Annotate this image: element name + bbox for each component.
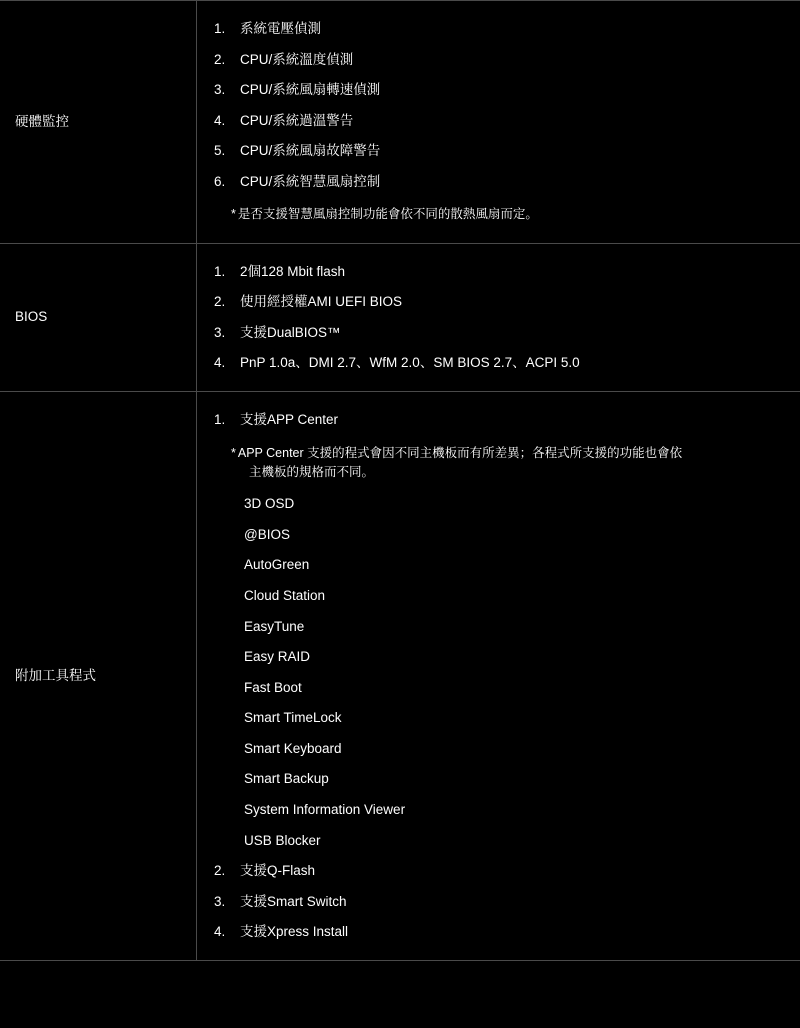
row-label-utilities: 附加工具程式 <box>0 392 197 961</box>
footnote-text: APP Center 支援的程式會因不同主機板而有所差異；各程式所支援的功能也會依 <box>237 445 683 460</box>
list-item: CPU/系統過溫警告 <box>240 112 354 128</box>
list-item: 2個128 Mbit flash <box>240 263 346 279</box>
table-row-utilities <box>0 392 800 961</box>
list-item: Easy RAID <box>244 649 311 665</box>
list-item: System Information Viewer <box>244 801 406 817</box>
list-item: 支援Xpress Install <box>240 924 349 940</box>
feature-list-bios <box>197 262 786 373</box>
list-item: 支援DualBIOS™ <box>240 324 341 340</box>
list-item: PnP 1.0a、DMI 2.7、WfM 2.0、SM BIOS 2.7、ACPI 5.0 <box>240 355 580 371</box>
list-item: Smart Backup <box>244 771 329 787</box>
list-item: CPU/系統溫度偵測 <box>240 51 354 67</box>
footnote-text: 是否支援智慧風扇控制功能會依不同的散熱風扇而定。 <box>237 207 538 222</box>
row-content-bios <box>197 243 800 391</box>
list-item: EasyTune <box>244 618 305 634</box>
list-item: 支援Q-Flash <box>240 863 316 879</box>
feature-list-utilities <box>197 410 786 942</box>
list-item <box>197 410 786 850</box>
row-content-utilities <box>197 392 800 961</box>
list-item: 系統電壓偵測 <box>240 21 321 36</box>
list-item: USB Blocker <box>244 832 321 848</box>
asterisk-symbol: * <box>231 207 236 222</box>
list-item: Smart TimeLock <box>244 710 342 726</box>
footnote-utilities <box>231 444 786 483</box>
footnote-hardware-monitor <box>197 205 786 224</box>
list-item: 支援Smart Switch <box>240 893 347 909</box>
list-item: CPU/系統風扇轉速偵測 <box>240 82 381 98</box>
list-item: @BIOS <box>244 526 290 542</box>
list-item-label: 支援APP Center <box>240 412 339 427</box>
utilities-detail-block <box>231 444 786 851</box>
footnote-text-line2: 主機板的規格而不同。 <box>249 464 375 479</box>
list-item: AutoGreen <box>244 557 310 573</box>
list-item: CPU/系統智慧風扇控制 <box>240 173 381 189</box>
feature-list-hardware-monitor <box>197 19 786 191</box>
asterisk-symbol: * <box>231 445 236 460</box>
app-center-program-list <box>240 494 786 850</box>
list-item: 3D OSD <box>244 496 295 512</box>
table-row-hardware-monitor <box>0 1 800 244</box>
list-item: Cloud Station <box>244 588 326 603</box>
list-item: Smart Keyboard <box>244 740 342 756</box>
row-label-hardware-monitor: 硬體監控 <box>0 1 197 244</box>
list-item: 使用經授權AMI UEFI BIOS <box>240 294 403 310</box>
table-row-bios <box>0 243 800 391</box>
row-content-hardware-monitor <box>197 1 800 244</box>
list-item: CPU/系統風扇故障警告 <box>240 143 381 159</box>
list-item: Fast Boot <box>244 679 302 695</box>
row-label-bios: BIOS <box>0 243 197 391</box>
